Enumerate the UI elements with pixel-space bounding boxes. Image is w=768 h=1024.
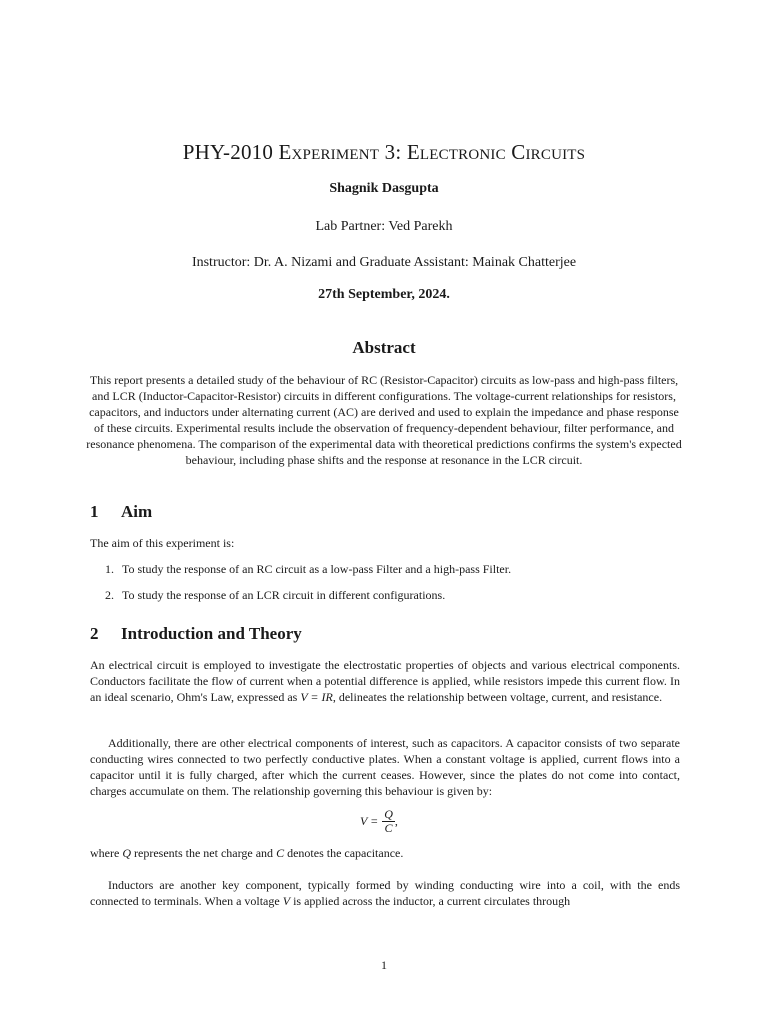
list-item-text: To study the response of an LCR circuit in different configurations. [122,588,446,602]
section-number: 1 [90,502,99,521]
equation-comma: , [394,814,398,828]
capacitance-symbol: C [276,846,285,860]
inductor-paragraph [90,877,680,909]
title-word-experiment: Experiment [278,140,380,164]
equation-lhs: V = [360,814,379,828]
abstract-body: This report presents a detailed study of the behaviour of RC (Resistor-Capacitor) circuits as low-pass and high-pass filters, and LCR (Inductor-Capacitor-Resistor) circuits in different configurations. The voltage-current relationships for resistors, capacitors, and inductors under alternating current (AC) are derived and used to explain the impedance and phase response of these circuits. Experimental results include the observation of frequency-dependent behaviour, filter performance, and resonance phenomena. The comparison of the experimental data with theoretical predictions confirms the system's expected behaviour, including phase shifts and the response at resonance in the LCR circuit. [86,373,682,468]
title-number: 3: [379,140,407,164]
report-date: 27th September, 2024. [318,287,450,302]
paragraph-text: , delineates the relationship between voltage, current, and resistance. [332,690,663,705]
lab-partner: Lab Partner: Ved Parekh [315,219,453,234]
list-item [105,561,680,577]
abstract-heading: Abstract [352,338,416,357]
section-number: 2 [90,624,99,643]
ohms-law-math: V = IR [300,690,333,705]
paragraph-text: denotes the capacitance. [284,846,404,860]
paragraph-text: where [90,846,123,860]
section-title: Aim [121,502,153,521]
aim-intro: The aim of this experiment is: [90,536,235,550]
paragraph-text: An electrical circuit is employed to investigate the electrostatic properties of objects and various electrical components. Conductors facilitate the flow of current when a potential difference is applied, while resistors impede this current flow. In an ideal scenario, Ohm's Law, expressed as [90,658,680,705]
list-item [105,587,680,603]
paper-title [0,140,768,165]
list-item-number: 1. [105,562,114,576]
section-heading-intro [90,624,302,644]
voltage-symbol: V [282,894,291,909]
where-paragraph [90,845,680,861]
paragraph-text: is applied across the inductor, a current circulates through [290,894,571,909]
paragraph-text: represents the net charge and [131,846,277,860]
page-number: 1 [381,958,387,972]
title-word-circuits: Circuits [511,140,586,164]
list-item-text: To study the response of an RC circuit as a low-pass Filter and a high-pass Filter. [122,562,512,576]
paragraph-text: Inductors are another key component, typically formed by winding conducting wire into a coil, with the ends connected to terminals. When a voltage [90,878,680,909]
title-course-code: PHY-2010 [182,140,279,164]
section-heading-aim [90,502,152,522]
author-name: Shagnik Dasgupta [329,181,439,196]
intro-paragraph-2: Additionally, there are other electrical components of interest, such as capacitors. A capacitor consists of two separate conducting wires connected to two perfectly conductive plates. When a constant voltage is applied, current flows into a capacitor until it is fully charged, after which the current ceases. However, since the plates do not come into contact, charges accumulate on them. The relationship governing this behaviour is given by: [90,736,680,799]
fraction [382,808,395,835]
intro-paragraph-1 [90,657,680,705]
list-item-number: 2. [105,588,114,602]
capacitance-equation [360,808,398,835]
fraction-denominator: C [384,821,393,835]
section-title: Introduction and Theory [121,624,302,643]
fraction-numerator: Q [384,807,393,821]
charge-symbol: Q [122,846,131,860]
instructor-line: Instructor: Dr. A. Nizami and Graduate Assistant: Mainak Chatterjee [191,255,577,270]
title-word-electronic: Electronic [406,140,506,164]
